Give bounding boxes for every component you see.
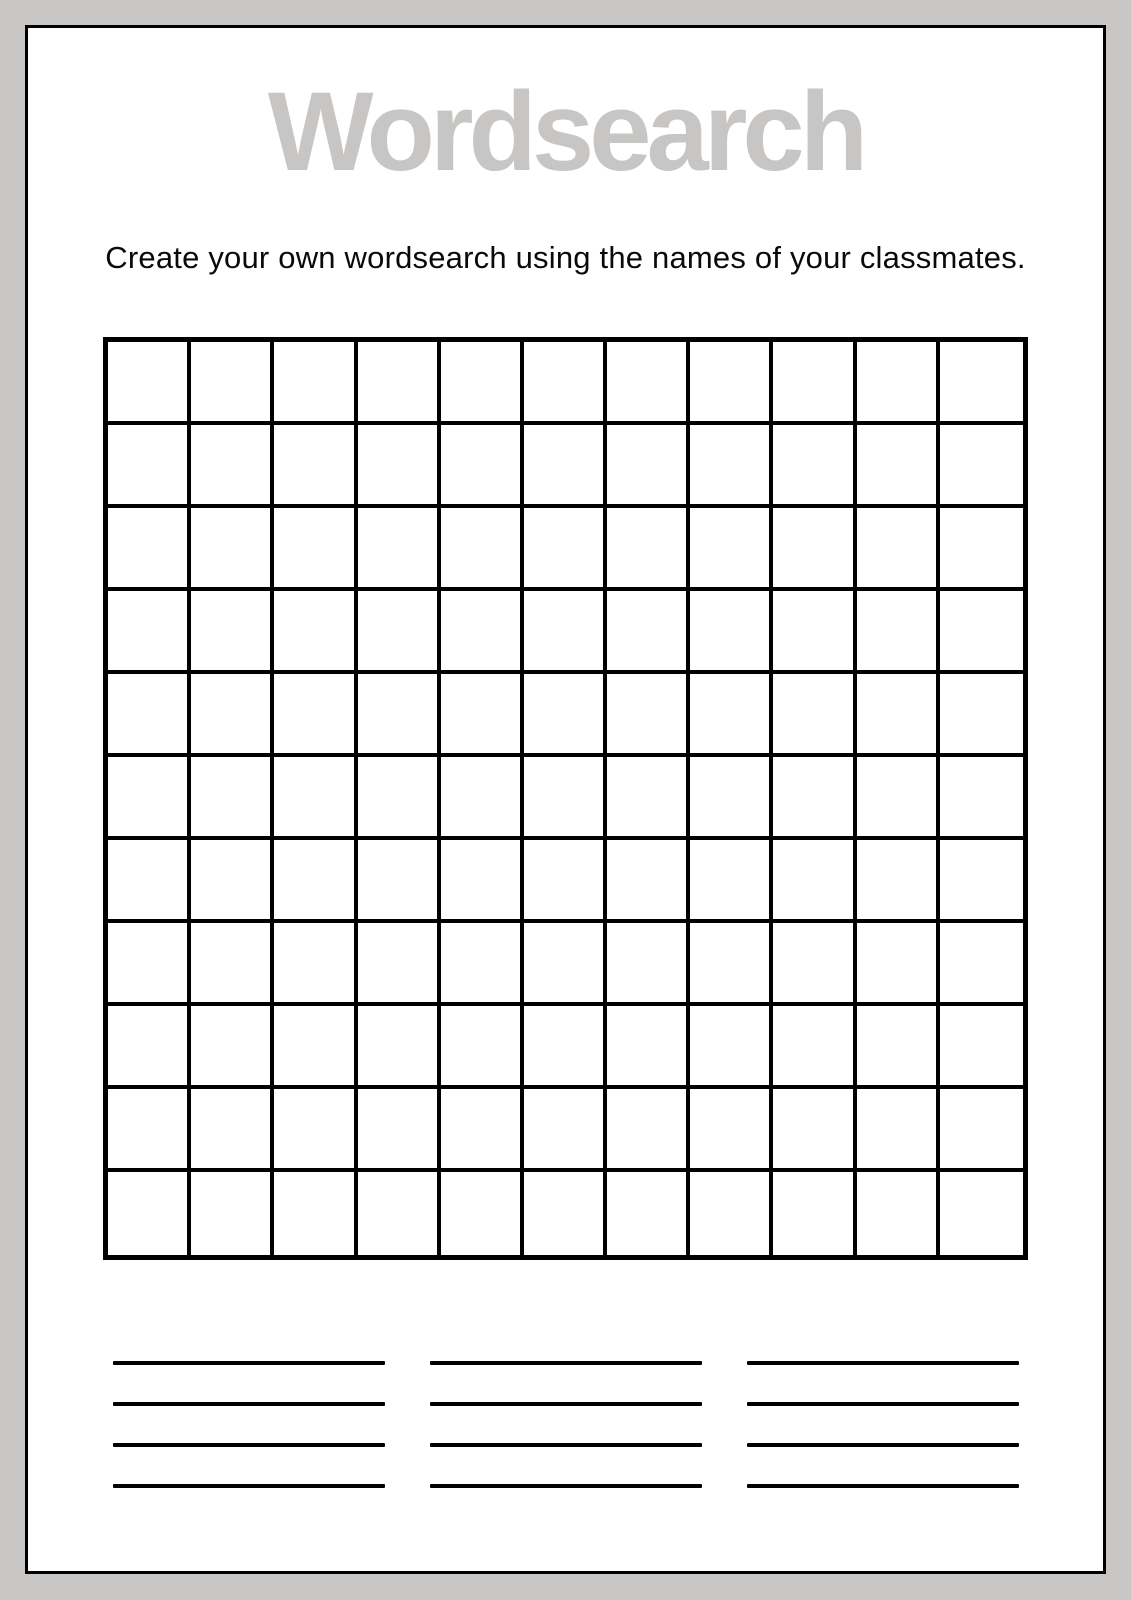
- grid-cell[interactable]: [274, 342, 357, 425]
- grid-cell[interactable]: [940, 508, 1023, 591]
- grid-cell[interactable]: [607, 342, 690, 425]
- grid-cell[interactable]: [441, 508, 524, 591]
- grid-cell[interactable]: [607, 840, 690, 923]
- grid-cell[interactable]: [358, 923, 441, 1006]
- grid-cell[interactable]: [857, 342, 940, 425]
- grid-cell[interactable]: [191, 425, 274, 508]
- grid-cell[interactable]: [191, 840, 274, 923]
- grid-cell[interactable]: [690, 923, 773, 1006]
- grid-cell[interactable]: [108, 425, 191, 508]
- grid-cell[interactable]: [524, 1172, 607, 1255]
- grid-cell[interactable]: [524, 674, 607, 757]
- grid-cell[interactable]: [191, 1006, 274, 1089]
- grid-cell[interactable]: [773, 1089, 856, 1172]
- grid-cell[interactable]: [108, 342, 191, 425]
- word-line[interactable]: [747, 1443, 1019, 1447]
- grid-cell[interactable]: [857, 591, 940, 674]
- grid-cell[interactable]: [191, 674, 274, 757]
- worksheet-page: [25, 25, 1106, 1574]
- grid-cell[interactable]: [191, 1089, 274, 1172]
- grid-cell[interactable]: [274, 757, 357, 840]
- grid-cell[interactable]: [940, 923, 1023, 1006]
- grid-cell[interactable]: [524, 342, 607, 425]
- grid-cell[interactable]: [524, 591, 607, 674]
- grid-cell[interactable]: [191, 923, 274, 1006]
- grid-cell[interactable]: [690, 508, 773, 591]
- grid-cell[interactable]: [690, 342, 773, 425]
- grid-cell[interactable]: [857, 1172, 940, 1255]
- grid-cell[interactable]: [274, 1089, 357, 1172]
- grid-cell[interactable]: [358, 1172, 441, 1255]
- grid-cell[interactable]: [274, 591, 357, 674]
- grid-cell[interactable]: [690, 1172, 773, 1255]
- grid-cell[interactable]: [857, 425, 940, 508]
- grid-cell[interactable]: [524, 1006, 607, 1089]
- grid-cell[interactable]: [607, 1006, 690, 1089]
- grid-cell[interactable]: [857, 923, 940, 1006]
- word-line[interactable]: [113, 1443, 385, 1447]
- word-line[interactable]: [747, 1361, 1019, 1365]
- grid-cell[interactable]: [441, 840, 524, 923]
- word-line[interactable]: [747, 1484, 1019, 1488]
- instruction-text: Create your own wordsearch using the names of your classmates.: [105, 240, 1026, 275]
- grid-cell[interactable]: [524, 757, 607, 840]
- grid-cell[interactable]: [773, 674, 856, 757]
- word-lines-section: [113, 1361, 1019, 1488]
- grid-cell[interactable]: [358, 508, 441, 591]
- grid-cell[interactable]: [274, 508, 357, 591]
- grid-cell[interactable]: [358, 1006, 441, 1089]
- worksheet-title: Wordsearch Wordsearch: [268, 70, 863, 193]
- grid-cell[interactable]: [108, 1006, 191, 1089]
- grid-cell[interactable]: [773, 1006, 856, 1089]
- grid-cell[interactable]: [690, 425, 773, 508]
- grid-cell[interactable]: [191, 342, 274, 425]
- word-line[interactable]: [430, 1361, 702, 1365]
- grid-cell[interactable]: [274, 1006, 357, 1089]
- grid-cell[interactable]: [857, 757, 940, 840]
- grid-cell[interactable]: [857, 1089, 940, 1172]
- grid-cell[interactable]: [857, 1006, 940, 1089]
- grid-cell[interactable]: [358, 591, 441, 674]
- grid-cell[interactable]: [773, 425, 856, 508]
- grid-cell[interactable]: [607, 757, 690, 840]
- grid-cell[interactable]: [441, 757, 524, 840]
- grid-cell[interactable]: [441, 1006, 524, 1089]
- grid-cell[interactable]: [441, 674, 524, 757]
- grid-cell[interactable]: [773, 757, 856, 840]
- grid-cell[interactable]: [524, 840, 607, 923]
- grid-cell[interactable]: [441, 1089, 524, 1172]
- grid-cell[interactable]: [524, 425, 607, 508]
- grid-cell[interactable]: [441, 342, 524, 425]
- grid-cell[interactable]: [358, 840, 441, 923]
- grid-cell[interactable]: [108, 1089, 191, 1172]
- grid-cell[interactable]: [524, 1089, 607, 1172]
- grid-cell[interactable]: [108, 508, 191, 591]
- title-container: [28, 70, 1103, 193]
- word-line[interactable]: [747, 1402, 1019, 1406]
- grid-cell[interactable]: [441, 923, 524, 1006]
- word-line[interactable]: [113, 1361, 385, 1365]
- grid-cell[interactable]: [607, 591, 690, 674]
- grid-cell[interactable]: [940, 1172, 1023, 1255]
- grid-cell[interactable]: [690, 757, 773, 840]
- word-line-column: [747, 1361, 1019, 1488]
- word-line[interactable]: [430, 1484, 702, 1488]
- grid-cell[interactable]: [607, 923, 690, 1006]
- grid-cell[interactable]: [191, 508, 274, 591]
- grid-cell[interactable]: [191, 1172, 274, 1255]
- grid-cell[interactable]: [524, 923, 607, 1006]
- grid-cell[interactable]: [607, 674, 690, 757]
- word-line[interactable]: [113, 1402, 385, 1406]
- grid-cell[interactable]: [690, 1089, 773, 1172]
- grid-cell[interactable]: [274, 1172, 357, 1255]
- grid-cell[interactable]: [607, 425, 690, 508]
- grid-cell[interactable]: [940, 674, 1023, 757]
- grid-cell[interactable]: [441, 591, 524, 674]
- grid-cell[interactable]: [773, 840, 856, 923]
- grid-cell[interactable]: [274, 923, 357, 1006]
- grid-cell[interactable]: [940, 1089, 1023, 1172]
- grid-cell[interactable]: [940, 342, 1023, 425]
- wordsearch-grid: [103, 337, 1028, 1260]
- grid-cell[interactable]: [940, 840, 1023, 923]
- grid-cell[interactable]: [857, 508, 940, 591]
- grid-cell[interactable]: [940, 757, 1023, 840]
- grid-cell[interactable]: [441, 1172, 524, 1255]
- grid-cell[interactable]: [274, 674, 357, 757]
- grid-cell[interactable]: [191, 757, 274, 840]
- word-line[interactable]: [430, 1402, 702, 1406]
- grid-cell[interactable]: [358, 674, 441, 757]
- grid-cell[interactable]: [773, 591, 856, 674]
- grid-cell[interactable]: [358, 425, 441, 508]
- grid-cell[interactable]: [607, 1172, 690, 1255]
- grid-cell[interactable]: [191, 591, 274, 674]
- grid-cell[interactable]: [690, 840, 773, 923]
- grid-cell[interactable]: [690, 674, 773, 757]
- grid-cell[interactable]: [607, 508, 690, 591]
- grid-cell[interactable]: [857, 674, 940, 757]
- grid-cell[interactable]: [441, 425, 524, 508]
- grid-cell[interactable]: [358, 757, 441, 840]
- grid-cell[interactable]: [108, 757, 191, 840]
- grid-cell[interactable]: [358, 342, 441, 425]
- grid-cell[interactable]: [940, 591, 1023, 674]
- grid-cell[interactable]: [773, 508, 856, 591]
- grid-cell[interactable]: [773, 923, 856, 1006]
- grid-cell[interactable]: [857, 840, 940, 923]
- grid-cell[interactable]: [940, 1006, 1023, 1089]
- grid-cell[interactable]: [108, 674, 191, 757]
- grid-cell[interactable]: [773, 1172, 856, 1255]
- grid-cell[interactable]: [108, 923, 191, 1006]
- grid-cell[interactable]: [358, 1089, 441, 1172]
- grid-cell[interactable]: [108, 591, 191, 674]
- word-line-column: [430, 1361, 702, 1488]
- grid-cell[interactable]: [108, 840, 191, 923]
- grid-cell[interactable]: [940, 425, 1023, 508]
- word-line[interactable]: [430, 1443, 702, 1447]
- grid-cell[interactable]: [274, 425, 357, 508]
- grid-cell[interactable]: [773, 342, 856, 425]
- grid-cell[interactable]: [108, 1172, 191, 1255]
- grid-cell[interactable]: [274, 840, 357, 923]
- word-line[interactable]: [113, 1484, 385, 1488]
- grid-cell[interactable]: [607, 1089, 690, 1172]
- grid-cell[interactable]: [690, 591, 773, 674]
- grid-cell[interactable]: [524, 508, 607, 591]
- word-line-column: [113, 1361, 385, 1488]
- grid-cell[interactable]: [690, 1006, 773, 1089]
